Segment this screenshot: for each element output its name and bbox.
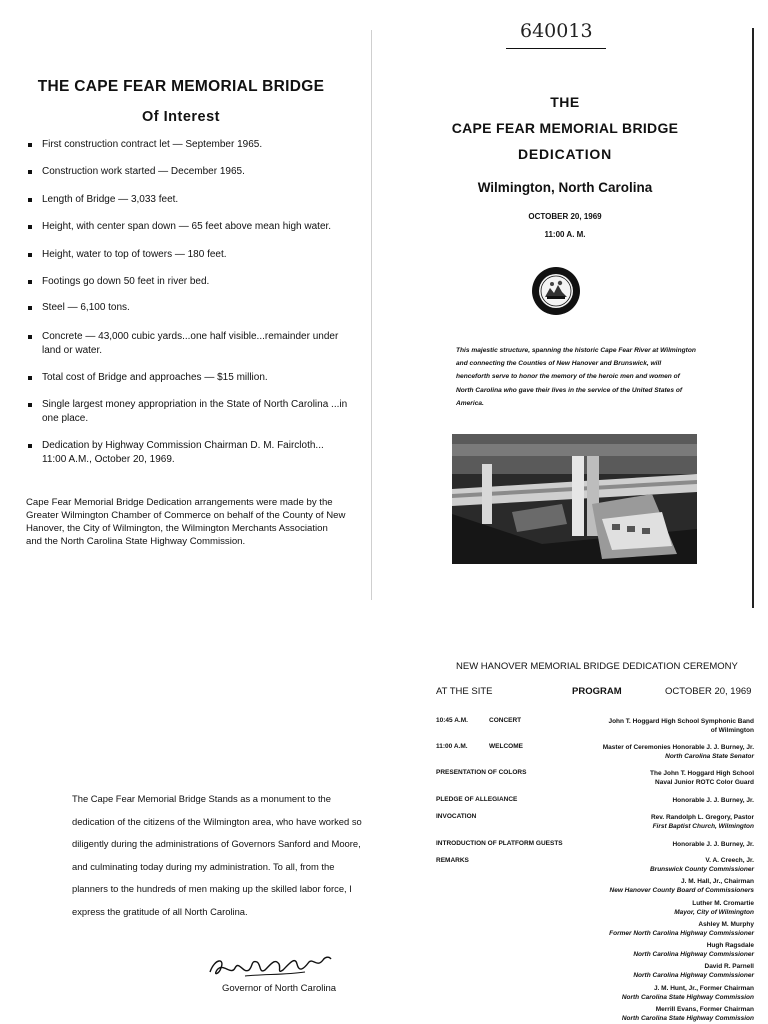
bullet-icon xyxy=(28,403,32,407)
cover-place: Wilmington, North Carolina xyxy=(477,180,653,195)
governor-statement: The Cape Fear Memorial Bridge Stands as a monument to the dedication of the citizens of the Wilmington area, who have worked so diligently during the administrations of Governors Sanford and Moore, and culminating today during my administration. To all, from the planners to the hundreds of men making up the skilled labor force, I express the gratitude of all North Carolina. xyxy=(72,793,362,917)
program-label: PROGRAM xyxy=(572,686,622,697)
remarks-speaker: Hugh Ragsdale North Carolina Highway Commissioner xyxy=(633,942,754,958)
cover-dedication: DEDICATION xyxy=(517,146,613,162)
program-site: AT THE SITE xyxy=(436,686,493,697)
remarks-speaker: Ashley M. Murphy Former North Carolina Highway Commissioner xyxy=(609,921,754,937)
fold-line xyxy=(371,30,372,600)
program-item-time: 11:00 A.M. xyxy=(436,743,468,750)
fact-item: First construction contract let — September 1965. xyxy=(28,138,348,152)
document-number-underline xyxy=(506,48,606,49)
document-number: 640013 xyxy=(520,20,593,42)
remarks-speaker: Luther M. Cromartie Mayor, City of Wilmington xyxy=(674,900,754,916)
cover-date: OCTOBER 20, 1969 xyxy=(528,212,602,221)
fact-item: Total cost of Bridge and approaches — $15 million. xyxy=(28,371,348,385)
fact-item: Height, water to top of towers — 180 feet. xyxy=(28,248,348,262)
program-item-detail: Master of Ceremonies Honorable J. J. Burney, Jr. North Carolina State Senator xyxy=(602,744,754,760)
bridge-photo xyxy=(452,434,697,564)
program-item-event: INTRODUCTION OF PLATFORM GUESTS xyxy=(436,840,563,847)
program-item-detail: John T. Hoggard High School Symphonic Band of Wilmington xyxy=(608,718,754,734)
fact-item: Height, with center span down — 65 feet above mean high water. xyxy=(28,220,348,234)
remarks-speaker: David R. Parnell North Carolina Highway Commissioner xyxy=(633,963,754,979)
program-item-event: PRESENTATION OF COLORS xyxy=(436,769,527,776)
arrangements-paragraph: Cape Fear Memorial Bridge Dedication arrangements were made by the Greater Wilmington Chamber of Commerce on behalf of the County of New Hanover, the City of Wilmington, the Wilmington Merchants Association and the North Carolina State Highway Commission. xyxy=(26,497,346,547)
fact-item: Footings go down 50 feet in river bed. xyxy=(28,275,348,289)
remarks-speaker: Merrill Evans, Former Chairman North Carolina State Highway Commission xyxy=(621,1006,754,1022)
fact-item: Length of Bridge — 3,033 feet. xyxy=(28,193,348,207)
governor-signature xyxy=(205,950,335,986)
program-date: OCTOBER 20, 1969 xyxy=(665,686,752,697)
fact-item: Dedication by Highway Commission Chairman D. M. Faircloth... 11:00 A.M., October 20, 1969. xyxy=(28,439,348,467)
bullet-icon xyxy=(28,306,32,310)
fact-item: Concrete — 43,000 cubic yards...one half visible...remainder under land or water. xyxy=(28,330,348,358)
bullet-icon xyxy=(28,253,32,257)
bullet-icon xyxy=(28,170,32,174)
fact-item: Single largest money appropriation in the State of North Carolina ...in one place. xyxy=(28,398,348,426)
program-item-detail: Honorable J. J. Burney, Jr. xyxy=(672,841,754,848)
program-item-event: WELCOME xyxy=(489,743,523,750)
page-edge xyxy=(752,28,754,608)
state-seal-icon xyxy=(531,266,581,316)
fact-item: Construction work started — December 1965. xyxy=(28,165,348,179)
remarks-speaker: J. M. Hunt, Jr., Former Chairman North Carolina State Highway Commission xyxy=(621,985,754,1001)
governor-title: Governor of North Carolina xyxy=(222,983,337,994)
cover-time: 11:00 A. M. xyxy=(544,230,586,239)
program-item-detail: Honorable J. J. Burney, Jr. xyxy=(672,797,754,804)
remarks-speaker: V. A. Creech, Jr. Brunswick County Commissioner xyxy=(649,857,754,873)
program-item-event: PLEDGE OF ALLEGIANCE xyxy=(436,796,518,803)
remarks-speaker: J. M. Hall, Jr., Chairman New Hanover County Board of Commissioners xyxy=(609,878,754,894)
bullet-icon xyxy=(28,198,32,202)
program-item-event: CONCERT xyxy=(489,717,522,724)
dedication-statement: This majestic structure, spanning the historic Cape Fear River at Wilmington and connecting the Counties of New Hanover and Brunswick, will henceforth serve to honor the memory of the heroic men and women of North Carolina who gave their lives in the service of the United States of America. xyxy=(456,347,696,407)
cover-bridge-name: CAPE FEAR MEMORIAL BRIDGE xyxy=(451,120,679,136)
program-item-detail: The John T. Hoggard High School Naval Junior ROTC Color Guard xyxy=(650,770,754,786)
left-panel-subtitle: Of Interest xyxy=(141,109,220,125)
bullet-icon xyxy=(28,444,32,448)
fact-item: Steel — 6,100 tons. xyxy=(28,301,348,315)
cover-the: THE xyxy=(550,94,580,110)
program-heading: NEW HANOVER MEMORIAL BRIDGE DEDICATION CEREMONY xyxy=(456,661,738,672)
bullet-icon xyxy=(28,225,32,229)
program-item-time: 10:45 A.M. xyxy=(436,717,468,724)
bullet-icon xyxy=(28,280,32,284)
bullet-icon xyxy=(28,335,32,339)
program-item-event: REMARKS xyxy=(436,857,469,864)
bullet-icon xyxy=(28,143,32,147)
program-item-detail: Rev. Randolph L. Gregory, Pastor First Baptist Church, Wilmington xyxy=(650,814,754,830)
left-panel-title: THE CAPE FEAR MEMORIAL BRIDGE xyxy=(37,78,325,95)
bullet-icon xyxy=(28,376,32,380)
program-item-event: INVOCATION xyxy=(436,813,477,820)
